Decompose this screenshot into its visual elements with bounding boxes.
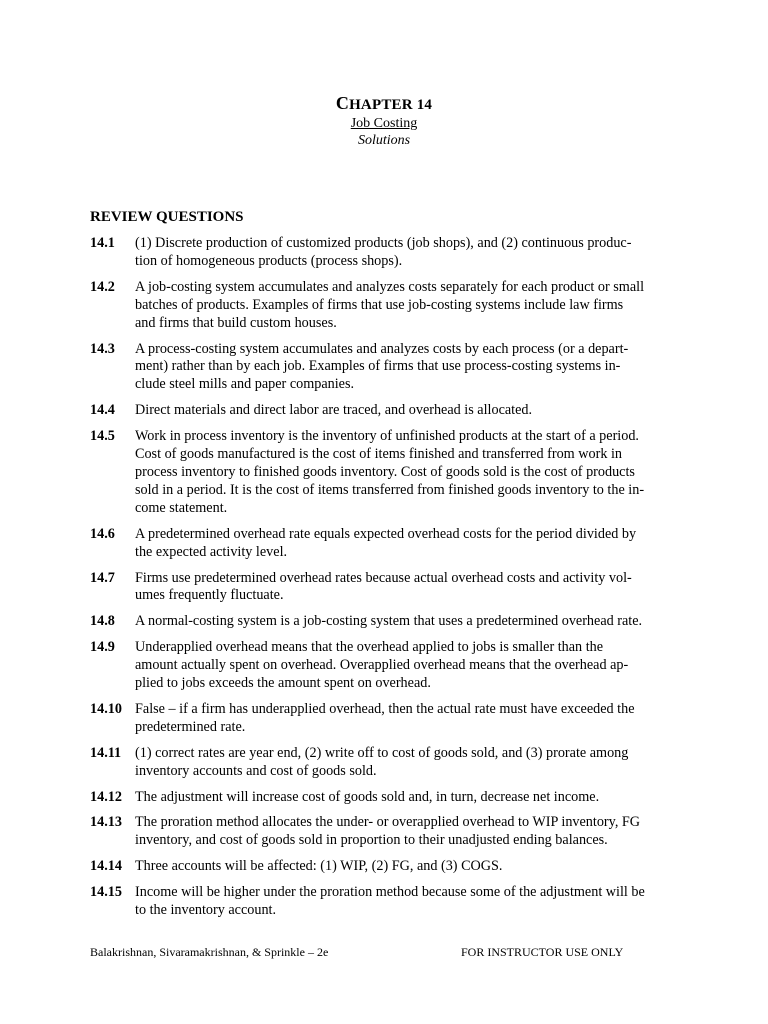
question-item (90, 701, 680, 737)
question-answer (135, 428, 680, 518)
answer-line: and firms that build custom houses. (135, 314, 337, 331)
answer-line: Underapplied overhead means that the overhead applied to jobs is smaller than the (135, 639, 604, 656)
answer-line: batches of products. Examples of firms that use job-costing systems include law firms (135, 296, 624, 313)
question-item (90, 858, 680, 876)
footer-authors: Balakrishnan, Sivaramakrishnan, & Sprinkle – 2e (90, 945, 329, 959)
question-answer (135, 402, 680, 420)
answer-line: Direct materials and direct labor are traced, and overhead is allocated. (135, 402, 533, 419)
answer-line: A job-costing system accumulates and analyzes costs separately for each product or small (135, 278, 645, 295)
question-answer (135, 341, 680, 395)
question-answer (135, 570, 680, 606)
question-item (90, 402, 680, 420)
question-item (90, 884, 680, 920)
question-number: 14.4 (90, 402, 115, 419)
question-answer (135, 279, 680, 333)
answer-line: process inventory to finished goods inventory. Cost of goods sold is the cost of products (135, 463, 635, 480)
question-item (90, 570, 680, 606)
question-number: 14.12 (90, 788, 122, 805)
answer-line: tion of homogeneous products (process shops). (135, 252, 403, 269)
question-number: 14.3 (90, 340, 115, 357)
question-answer (135, 884, 680, 920)
question-answer (135, 745, 680, 781)
answer-line: Work in process inventory is the inventory of unfinished products at the start of a period. (135, 428, 639, 445)
question-number: 14.8 (90, 613, 115, 630)
question-answer (135, 701, 680, 737)
question-number: 14.2 (90, 278, 115, 295)
question-number: 14.9 (90, 639, 115, 656)
answer-line: inventory, and cost of goods sold in proportion to their unadjusted ending balances. (135, 832, 608, 849)
answer-line: inventory accounts and cost of goods sold. (135, 762, 377, 779)
question-item (90, 428, 680, 518)
chapter-header (0, 93, 768, 149)
question-item (90, 745, 680, 781)
footer-notice: FOR INSTRUCTOR USE ONLY (461, 945, 624, 959)
answer-line: Three accounts will be affected: (1) WIP, (2) FG, and (3) COGS. (135, 858, 503, 875)
question-number: 14.15 (90, 884, 122, 901)
answer-line: (1) Discrete production of customized products (job shops), and (2) continuous produc- (135, 235, 632, 251)
answer-line: Cost of goods manufactured is the cost of items finished and transferred from work in (135, 446, 622, 463)
question-item (90, 613, 680, 631)
question-number: 14.10 (90, 700, 122, 717)
solutions-label: Solutions (357, 133, 411, 148)
question-item (90, 341, 680, 395)
answer-line: A predetermined overhead rate equals expected overhead costs for the period divided by (135, 525, 637, 542)
question-number: 14.11 (90, 744, 122, 761)
chapter-subtitle: Job Costing (350, 116, 418, 131)
question-number: 14.1 (90, 235, 115, 251)
chapter-title (0, 93, 768, 115)
question-item (90, 814, 680, 850)
question-answer (135, 613, 680, 631)
question-item (90, 639, 680, 693)
review-questions-list (90, 235, 680, 928)
chapter-title-initial: C (335, 93, 350, 113)
answer-line: The adjustment will increase cost of goods sold and, in turn, decrease net income. (135, 788, 600, 805)
question-answer (135, 639, 680, 693)
question-number: 14.13 (90, 814, 122, 831)
question-item (90, 235, 680, 271)
question-item (90, 526, 680, 562)
answer-line: to the inventory account. (135, 902, 277, 919)
section-heading: REVIEW QUESTIONS (90, 209, 244, 225)
answer-line: amount actually spent on overhead. Overapplied overhead means that the overhead ap- (135, 657, 629, 674)
question-item (90, 279, 680, 333)
question-number: 14.6 (90, 525, 115, 542)
question-answer (135, 526, 680, 562)
answer-line: The proration method allocates the under- or overapplied overhead to WIP inventory, FG (135, 814, 641, 831)
question-answer (135, 858, 680, 876)
answer-line: sold in a period. It is the cost of items transferred from finished goods inventory to the in- (135, 481, 645, 498)
question-answer (135, 789, 680, 807)
answer-line: (1) correct rates are year end, (2) write off to cost of goods sold, and (3) prorate among (135, 744, 629, 761)
answer-line: A normal-costing system is a job-costing system that uses a predetermined overhead rate. (135, 613, 643, 630)
answer-line: umes frequently fluctuate. (135, 587, 284, 604)
question-item (90, 789, 680, 807)
answer-line: predetermined rate. (135, 718, 246, 735)
answer-line: False – if a firm has underapplied overhead, then the actual rate must have exceeded the (135, 700, 635, 717)
answer-line: the expected activity level. (135, 543, 288, 560)
answer-line: ment) rather than by each job. Examples of firms that use process-costing systems in- (135, 358, 621, 375)
question-number: 14.7 (90, 569, 115, 586)
question-answer (135, 814, 680, 850)
answer-line: clude steel mills and paper companies. (135, 376, 355, 393)
answer-line: plied to jobs exceeds the amount spent on overhead. (135, 675, 431, 692)
question-answer (135, 235, 680, 271)
question-number: 14.14 (90, 858, 122, 875)
question-number: 14.5 (90, 428, 115, 445)
answer-line: A process-costing system accumulates and analyzes costs by each process (or a depart- (135, 340, 629, 357)
answer-line: Firms use predetermined overhead rates because actual overhead costs and activity vol- (135, 569, 632, 586)
chapter-title-rest: HAPTER 14 (349, 97, 433, 113)
answer-line: come statement. (135, 499, 228, 516)
answer-line: Income will be higher under the proration method because some of the adjustment will be (135, 884, 645, 901)
